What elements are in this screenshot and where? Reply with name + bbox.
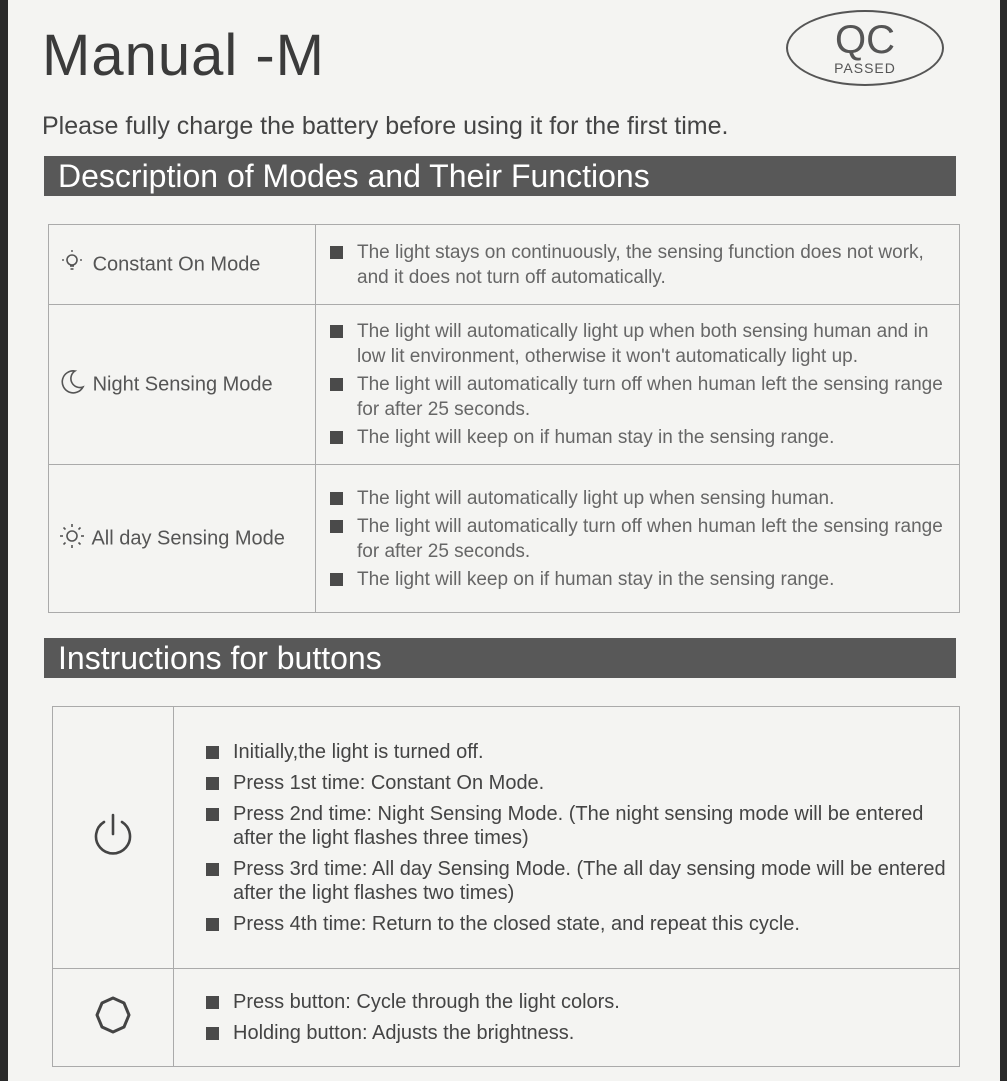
bullet-item: The light will keep on if human stay in the sensing range.	[328, 567, 951, 592]
button-row-power	[53, 707, 960, 969]
moon-icon	[57, 368, 87, 402]
mode-row-constant-on	[49, 225, 960, 305]
qc-passed-stamp	[786, 10, 944, 86]
mode-description-cell	[316, 465, 960, 613]
mode-description-cell	[316, 225, 960, 305]
manual-sheet	[8, 0, 1000, 1081]
mode-name-cell	[49, 225, 316, 305]
mode-row-night-sensing	[49, 305, 960, 465]
power-icon	[53, 707, 174, 969]
mode-name-label: Night Sensing Mode	[92, 372, 273, 395]
qc-stamp-subtext: PASSED	[834, 60, 896, 76]
intro-text: Please fully charge the battery before using it for the first time.	[42, 112, 729, 140]
bullet-item: The light stays on continuously, the sensing function does not work, and it does not turn off automatically.	[328, 240, 951, 290]
bullet-item: Press button: Cycle through the light colors.	[204, 990, 951, 1014]
page-title: Manual -M	[42, 23, 325, 88]
modes-section-heading: Description of Modes and Their Functions	[44, 156, 956, 196]
bullet-item: The light will automatically light up when sensing human.	[328, 486, 951, 511]
bullet-item: Holding button: Adjusts the brightness.	[204, 1021, 951, 1045]
bullet-item: Press 2nd time: Night Sensing Mode. (The night sensing mode will be entered after the light flashes three times)	[204, 802, 951, 850]
gear-icon	[53, 969, 174, 1067]
button-row-gear	[53, 969, 960, 1067]
bullet-item: Press 1st time: Constant On Mode.	[204, 771, 951, 795]
bullet-item: Press 4th time: Return to the closed state, and repeat this cycle.	[204, 912, 951, 936]
mode-name-cell	[49, 465, 316, 613]
button-description-cell	[174, 707, 960, 969]
mode-name-label: All day Sensing Mode	[91, 526, 285, 549]
bullet-item: Initially,the light is turned off.	[204, 740, 951, 764]
sun-icon	[57, 522, 87, 556]
bullet-item: The light will keep on if human stay in the sensing range.	[328, 425, 951, 450]
bullet-item: The light will automatically turn off when human left the sensing range for after 25 seconds.	[328, 372, 951, 422]
mode-name-label: Constant On Mode	[92, 252, 261, 275]
bullet-item: The light will automatically light up when both sensing human and in low lit environment, otherwise it won't automatically light up.	[328, 319, 951, 369]
bullet-item: Press 3rd time: All day Sensing Mode. (The all day sensing mode will be entered after the light flashes two times)	[204, 857, 951, 905]
bullet-item: The light will automatically turn off when human left the sensing range for after 25 seconds.	[328, 514, 951, 564]
buttons-section-heading: Instructions for buttons	[44, 638, 956, 678]
mode-name-cell	[49, 305, 316, 465]
bulb-icon	[57, 249, 87, 281]
button-description-cell	[174, 969, 960, 1067]
mode-row-all-day-sensing	[49, 465, 960, 613]
buttons-table	[52, 706, 960, 1067]
qc-stamp-text: QC	[835, 18, 895, 62]
modes-table	[48, 224, 960, 613]
mode-description-cell	[316, 305, 960, 465]
